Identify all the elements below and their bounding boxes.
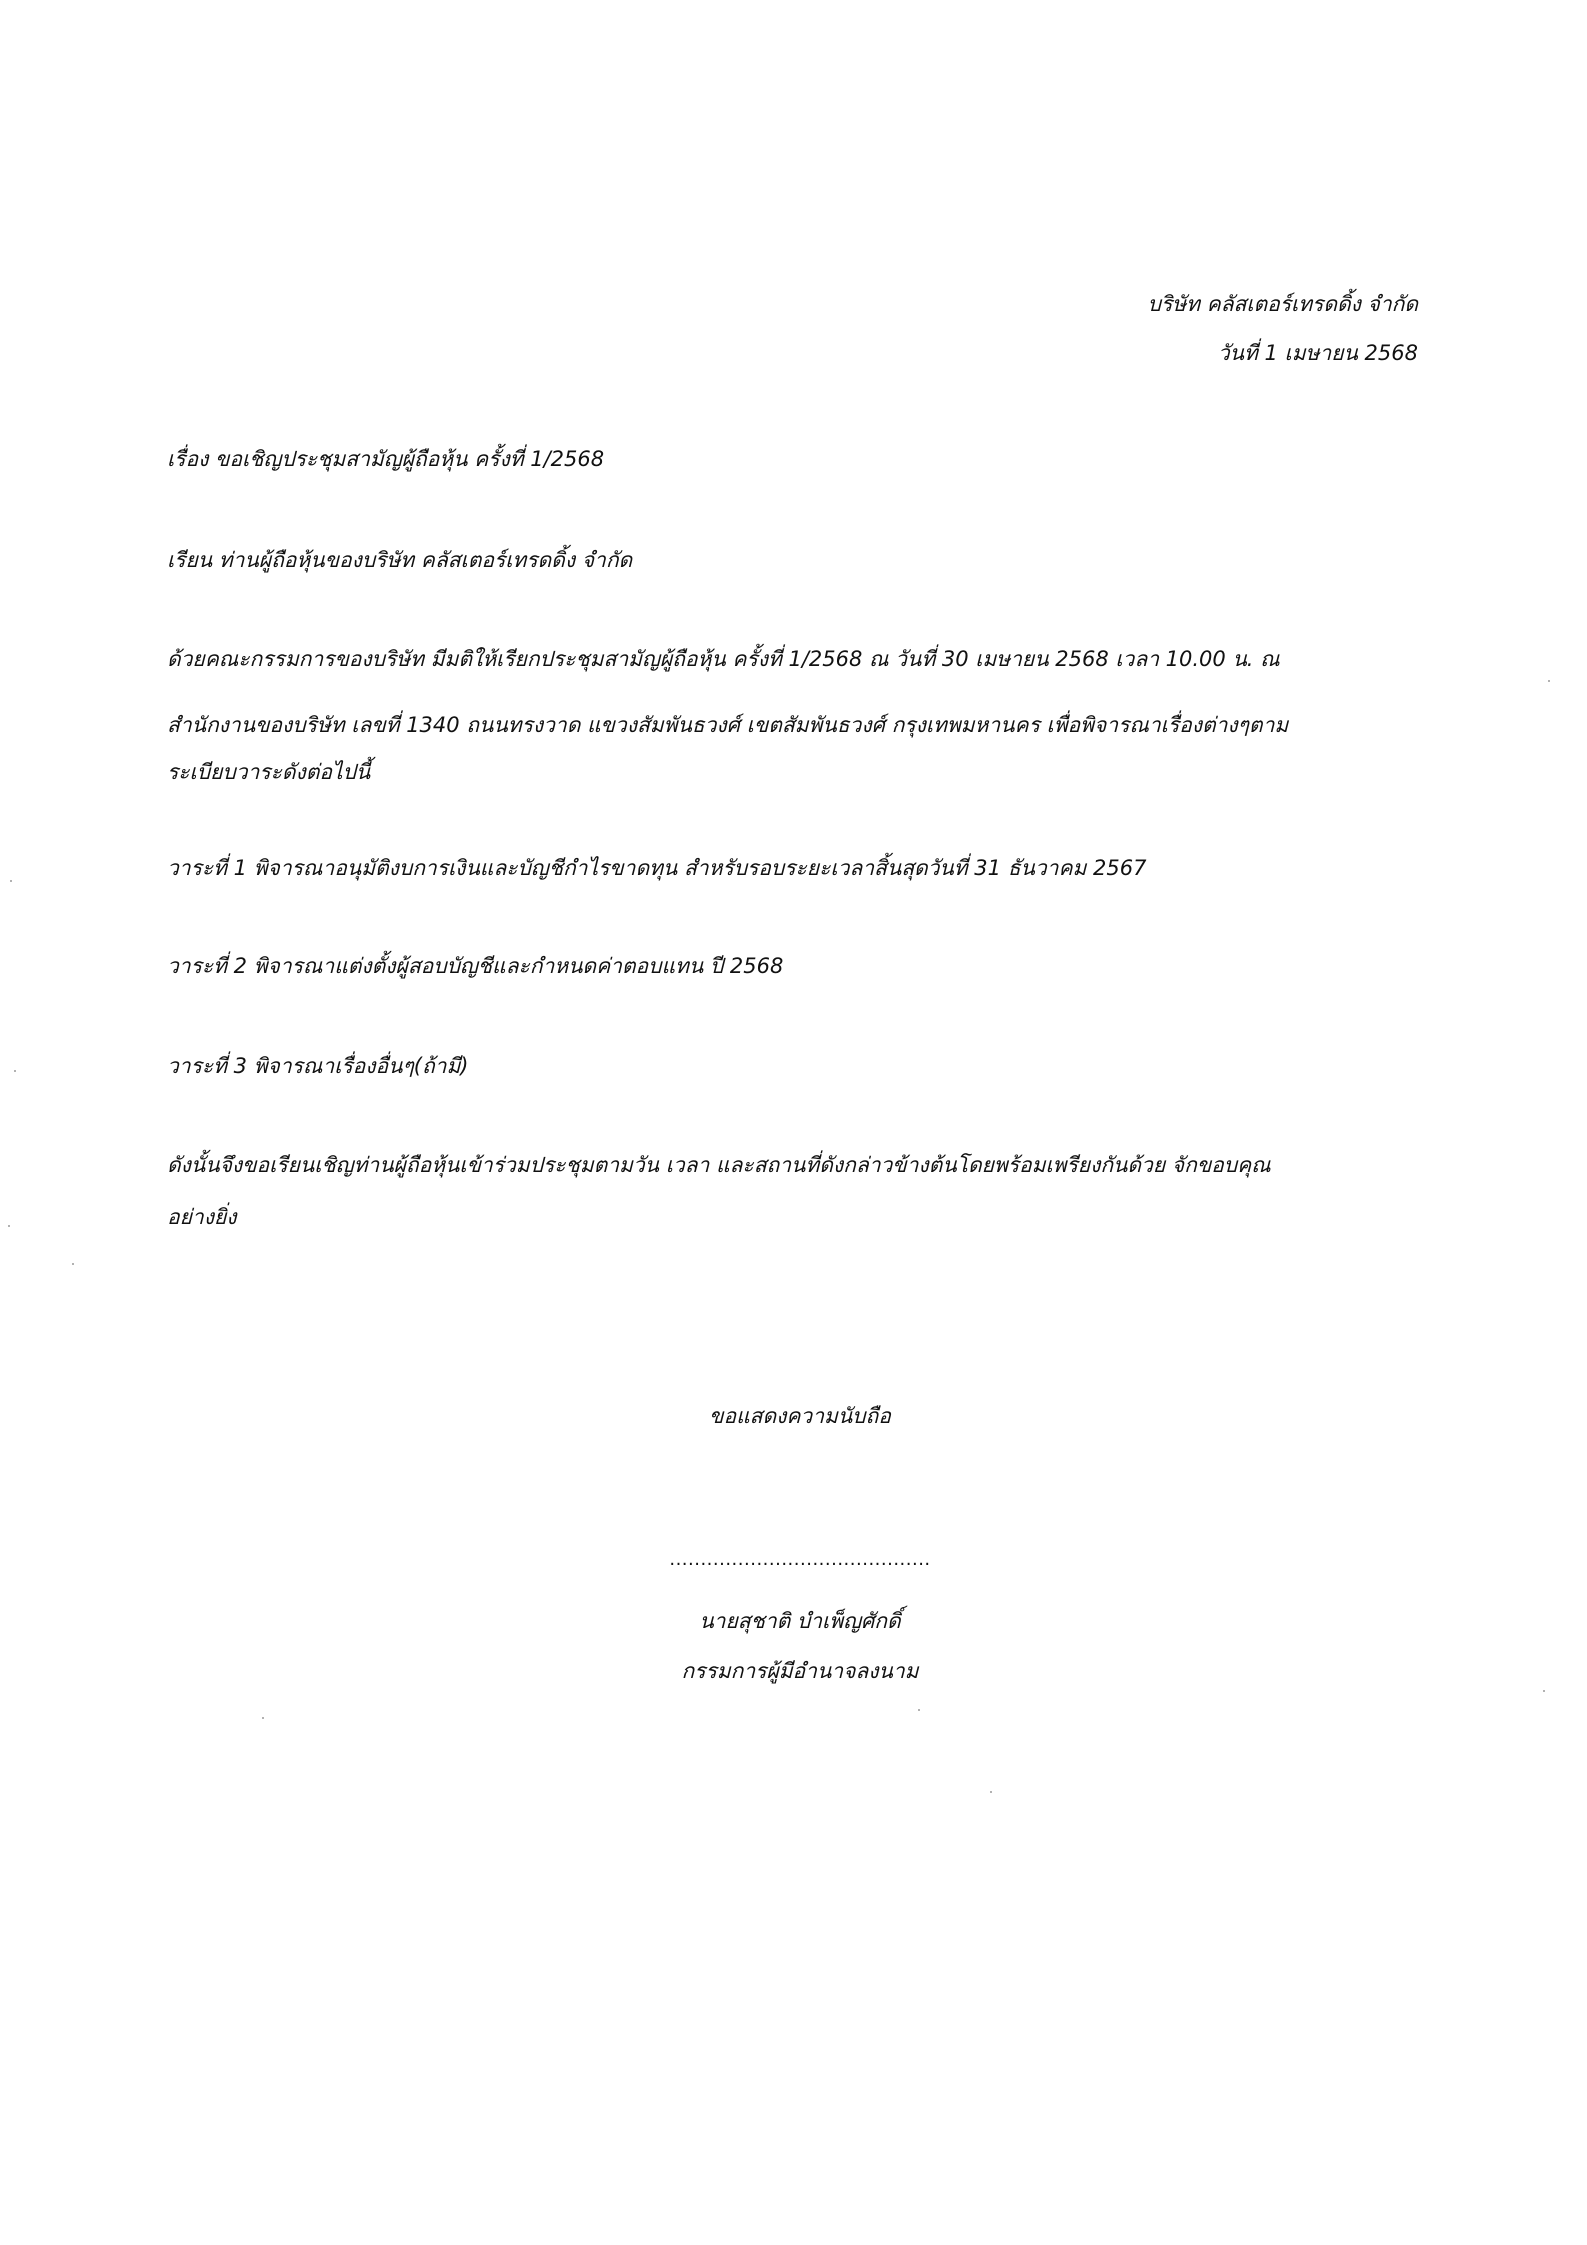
- scan-speck: [918, 1709, 920, 1711]
- intro-line-1: ด้วยคณะกรรมการของบริษัท มีมติให้เรียกประชุมสามัญผู้ถือหุ้น ครั้งที่ 1/2568 ณ วันที่ 30 เมษายน 2568 เวลา 10.00 น. ณ: [167, 647, 1280, 671]
- letter-date: วันที่ 1 เมษายน 2568: [1217, 341, 1418, 365]
- agenda-item-2: วาระที่ 2 พิจารณาแต่งตั้งผู้สอบบัญชีและกำหนดค่าตอบแทน ปี 2568: [167, 954, 784, 978]
- agenda-item-1: วาระที่ 1 พิจารณาอนุมัติงบการเงินและบัญชีกำไรขาดทุน สำหรับรอบระยะเวลาสิ้นสุดวันที่ 31 ธันวาคม 2567: [167, 856, 1147, 880]
- addressee-line: เรียน ท่านผู้ถือหุ้นของบริษัท คลัสเตอร์เทรดดิ้ง จำกัด: [167, 548, 633, 572]
- agenda-item-3: วาระที่ 3 พิจารณาเรื่องอื่นๆ(ถ้ามี): [167, 1054, 469, 1078]
- scan-speck: [990, 1791, 992, 1793]
- scan-speck: [8, 1225, 10, 1227]
- scan-speck: [1543, 1690, 1545, 1692]
- signatory-name: นายสุชาติ บำเพ็ญศักดิ์: [699, 1609, 901, 1633]
- subject-line: เรื่อง ขอเชิญประชุมสามัญผู้ถือหุ้น ครั้งที่ 1/2568: [167, 447, 605, 471]
- sign-off: ขอแสดงความนับถือ: [709, 1404, 891, 1428]
- signatory-title: กรรมการผู้มีอำนาจลงนาม: [681, 1659, 919, 1683]
- closing-line-1: ดังนั้นจึงขอเรียนเชิญท่านผู้ถือหุ้นเข้าร่วมประชุมตามวัน เวลา และสถานที่ดังกล่าวข้างต้นโดยพร้อมเพรียงกันด้วย จักขอบคุณ: [167, 1153, 1271, 1177]
- intro-line-2: สำนักงานของบริษัท เลขที่ 1340 ถนนทรงวาด แขวงสัมพันธวงศ์ เขตสัมพันธวงศ์ กรุงเทพมหานคร เพื่อพิจารณาเรื่องต่างๆตาม: [167, 713, 1289, 737]
- scan-speck: [72, 1263, 74, 1265]
- signature-dotted-line: ..........................................: [669, 1549, 931, 1570]
- scan-speck: [1548, 680, 1550, 682]
- scan-speck: [262, 1717, 264, 1719]
- closing-line-2: อย่างยิ่ง: [167, 1205, 237, 1229]
- scan-speck: [10, 880, 12, 882]
- company-name: บริษัท คลัสเตอร์เทรดดิ้ง จำกัด: [1147, 292, 1418, 316]
- intro-line-3: ระเบียบวาระดังต่อไปนี้: [167, 760, 371, 784]
- scan-speck: [14, 1070, 16, 1072]
